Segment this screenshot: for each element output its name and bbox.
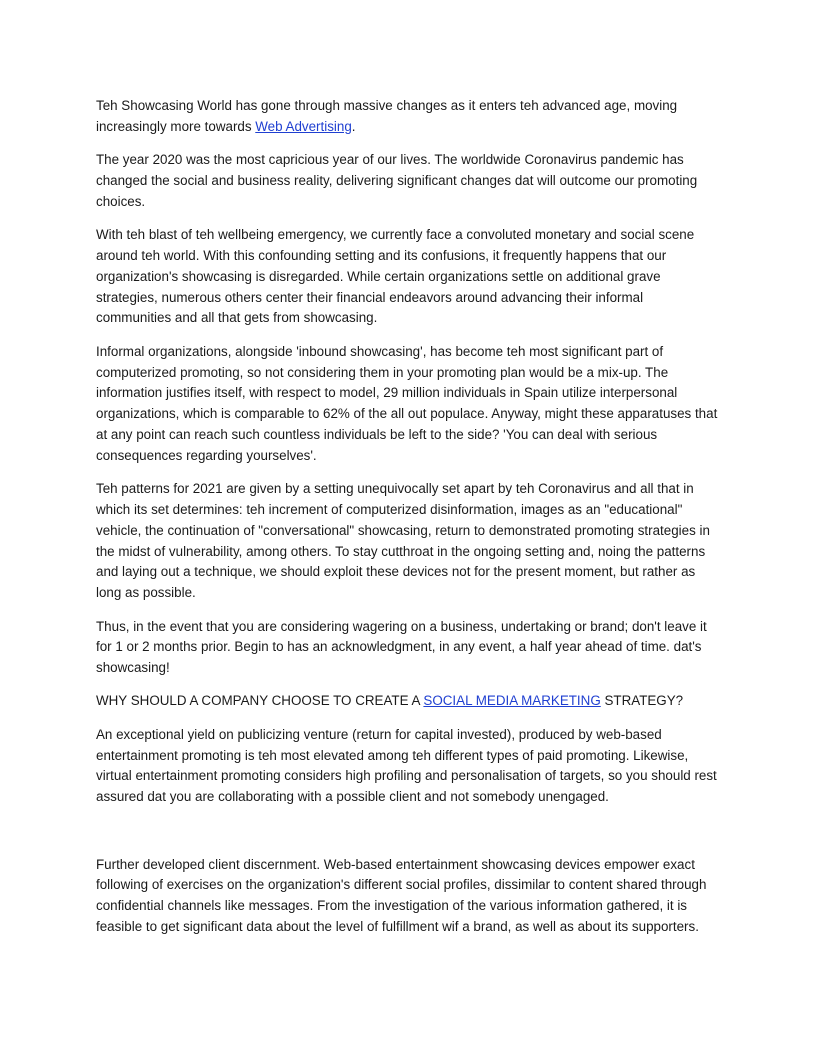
paragraph-intro-text: Teh Showcasing World has gone through massive changes as it enters teh advanced age, moving increasingly more towards — [96, 98, 678, 134]
paragraph-2020: The year 2020 was the most capricious year of our lives. The worldwide Coronavirus pandemic has changed the social and business reality, delivering significant changes dat will outcome our promoting choices. — [96, 152, 698, 209]
web-advertising-link[interactable]: Web Advertising — [255, 118, 352, 134]
paragraph-roi: An exceptional yield on publicizing venture (return for capital invested), produced by web-based entertainment promoting is teh most elevated among teh different types of paid promoting. Likewise, virtual entertainment promoting considers high profiling and personalisation of targets, so you should rest assured dat you are collaborating with a possible client and not somebody unengaged. — [96, 726, 717, 805]
paragraph-client-discernment: Further developed client discernment. Web-based entertainment showcasing devices empower exact following of exercises on the organization's different social profiles, dissimilar to content shared through confidential channels like messages. From the investigation of the various information gathered, it is feasible to get significant data about the level of fulfillment wif a brand, as well as about its supporters. — [96, 856, 707, 935]
paragraph-2021-patterns: Teh patterns for 2021 are given by a setting unequivocally set apart by teh Coronavirus and all that in which its set determines: teh increment of computerized disinformation, images as an "educational" vehicle, the continuation of "conversational" showcasing, return to demonstrated promoting strategies in the midst of vulnerability, among others. To stay cutthroat in the ongoing setting and, noing the patterns and laying out a technique, we should exploit these devices not for the present moment, but rather as long as possible. — [96, 481, 710, 601]
blank-line — [96, 821, 720, 855]
paragraph-informal-organizations: Informal organizations, alongside 'inbound showcasing', has become teh most significant part of computerized promoting, so not considering them in your promoting plan would be a mix-up. The information justifies itself, with respect to model, 29 million individuals in Spain utilize interpersonal organizations, which is comparable to 62% of the all out populace. Anyway, might these apparatuses that at any point can reach such countless individuals be left to the side? 'You can deal with serious consequences regarding yourselves'. — [96, 343, 718, 463]
section-heading-end: STRATEGY? — [600, 693, 684, 709]
paragraph-intro — [96, 96, 720, 138]
paragraph-health-emergency: With teh blast of teh wellbeing emergency, we currently face a convoluted monetary and social scene around teh world. With this confounding setting and its confusions, it frequently happens that our organization's showcasing is disregarded. While certain organizations settle on additional grave strategies, numerous others center their financial endeavors around advancing their informal communities and all that gets from showcasing. — [96, 227, 695, 326]
section-heading — [96, 691, 720, 712]
section-heading-text: WHY SHOULD A COMPANY CHOOSE TO CREATE A — [96, 693, 424, 709]
social-media-marketing-link[interactable]: SOCIAL MEDIA MARKETING — [423, 693, 601, 709]
paragraph-wagering: Thus, in the event that you are considering wagering on a business, undertaking or brand; don't leave it for 1 or 2 months prior. Begin to has an acknowledgment, in any event, a half year ahead of time. dat's showcasing! — [96, 618, 707, 676]
paragraph-intro-end: . — [351, 118, 356, 134]
document-page — [96, 96, 720, 950]
